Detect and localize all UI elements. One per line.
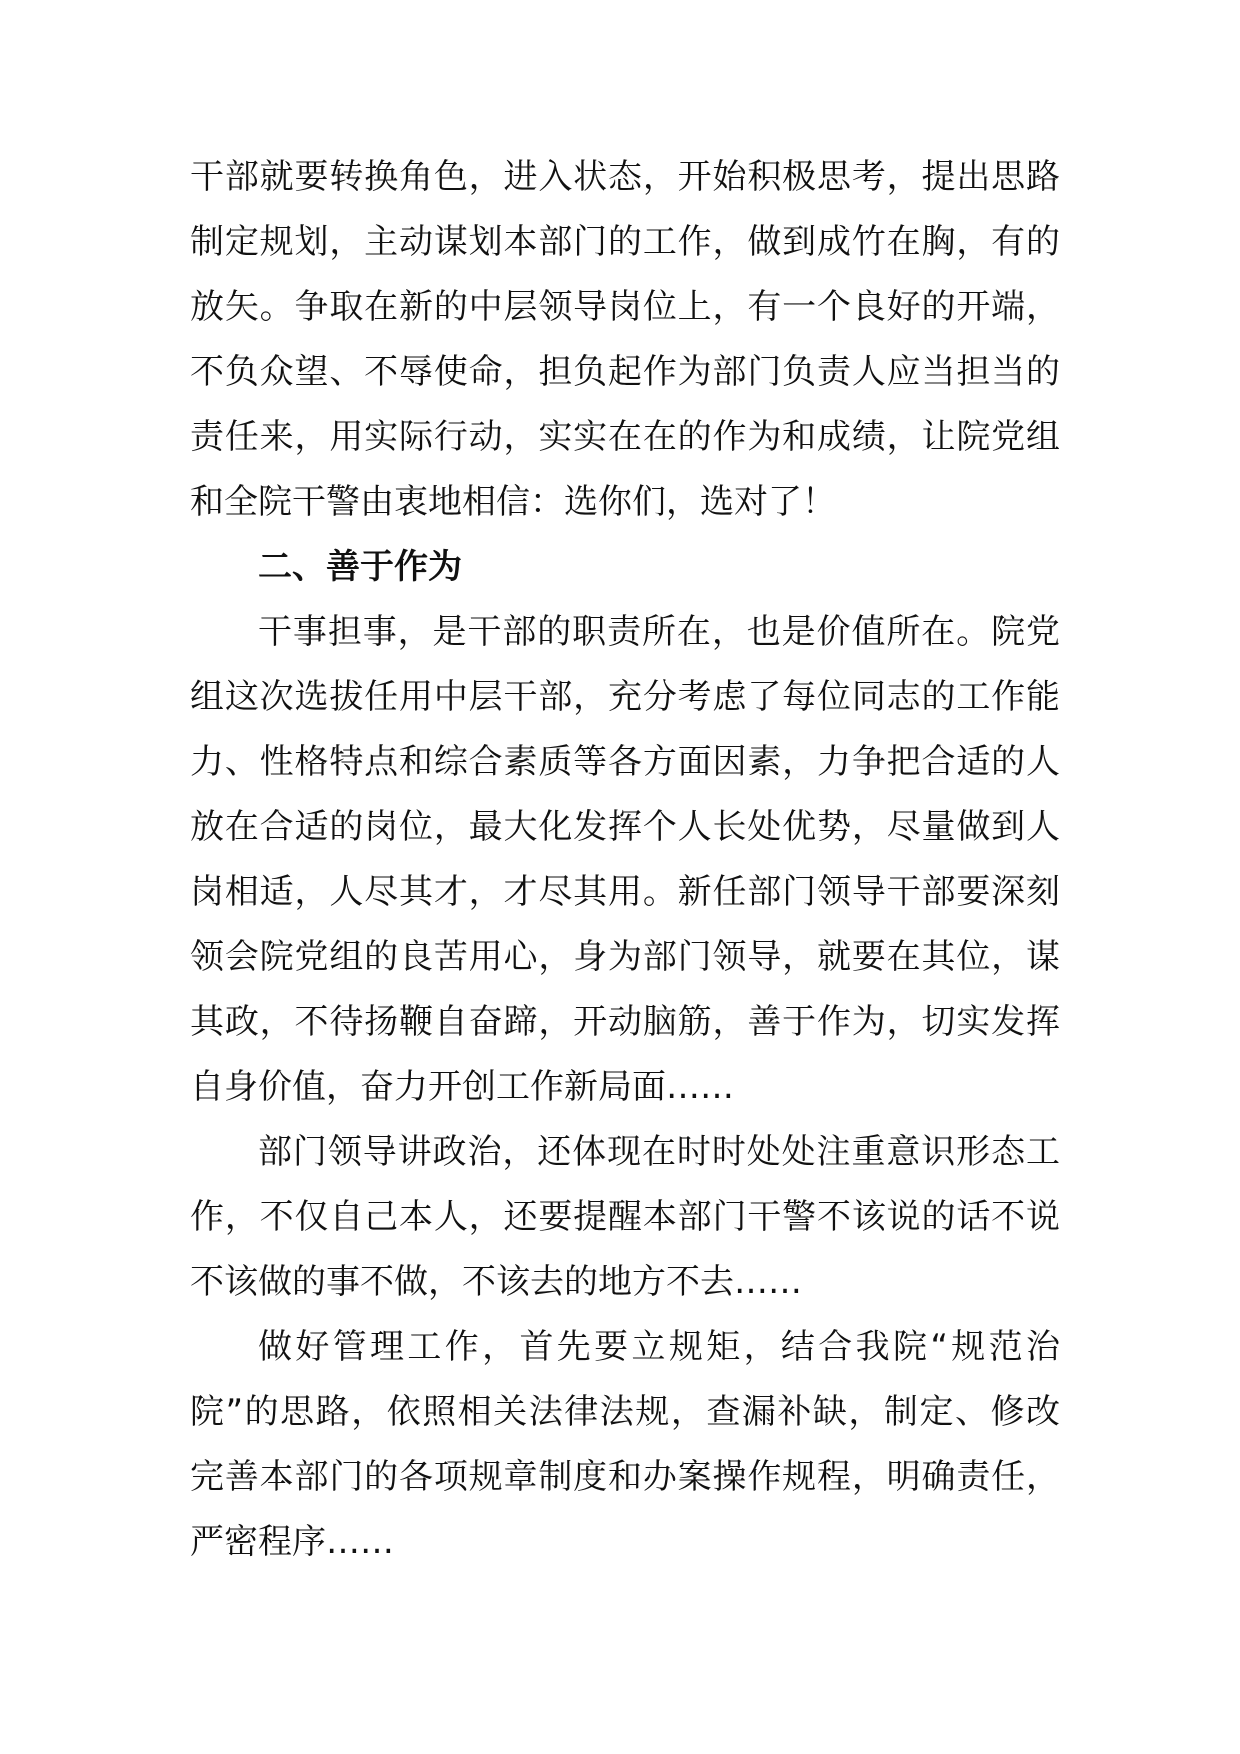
paragraph-2-line-3: 力、性格特点和综合素质等各方面因素，力争把合适的人 [190,742,1060,782]
paragraph-4-line-4: 严密程序…… [190,1522,394,1562]
section-heading: 二、善于作为 [258,547,462,587]
paragraph-1-line-5: 责任来，用实际行动，实实在在的作为和成绩，让院党组 [190,417,1060,457]
document-body [190,145,1060,1575]
paragraph-4-line-1: 做好管理工作，首先要立规矩，结合我院“规范治 [258,1327,1060,1367]
paragraph-1-line-3: 放矢。争取在新的中层领导岗位上，有一个良好的开端， [190,287,1060,327]
paragraph-2-line-2: 组这次选拔任用中层干部，充分考虑了每位同志的工作能 [190,677,1060,717]
paragraph-2-line-6: 领会院党组的良苦用心，身为部门领导，就要在其位，谋 [190,937,1060,977]
paragraph-2-line-4: 放在合适的岗位，最大化发挥个人长处优势，尽量做到人 [190,807,1060,847]
paragraph-2-line-8: 自身价值，奋力开创工作新局面…… [190,1067,734,1107]
paragraph-2-line-7: 其政，不待扬鞭自奋蹄，开动脑筋，善于作为，切实发挥 [190,1002,1060,1042]
paragraph-4-line-2: 院”的思路，依照相关法律法规，查漏补缺，制定、修改 [190,1392,1060,1432]
paragraph-4-line-3: 完善本部门的各项规章制度和办案操作规程，明确责任， [190,1457,1060,1497]
paragraph-2-line-1: 干事担事，是干部的职责所在，也是价值所在。院党 [258,612,1060,652]
paragraph-1-line-1: 干部就要转换角色，进入状态，开始积极思考，提出思路 [190,157,1060,197]
paragraph-3-line-1: 部门领导讲政治，还体现在时时处处注重意识形态工 [258,1132,1060,1172]
paragraph-1-line-4: 不负众望、不辱使命，担负起作为部门负责人应当担当的 [190,352,1060,392]
paragraph-3-line-2: 作，不仅自己本人，还要提醒本部门干警不该说的话不说 [190,1197,1060,1237]
paragraph-2-line-5: 岗相适，人尽其才，才尽其用。新任部门领导干部要深刻 [190,872,1060,912]
paragraph-1-line-6: 和全院干警由衷地相信：选你们，选对了！ [190,482,836,522]
paragraph-3-line-3: 不该做的事不做，不该去的地方不去…… [190,1262,802,1302]
paragraph-1-line-2: 制定规划，主动谋划本部门的工作，做到成竹在胸，有的 [190,222,1060,262]
